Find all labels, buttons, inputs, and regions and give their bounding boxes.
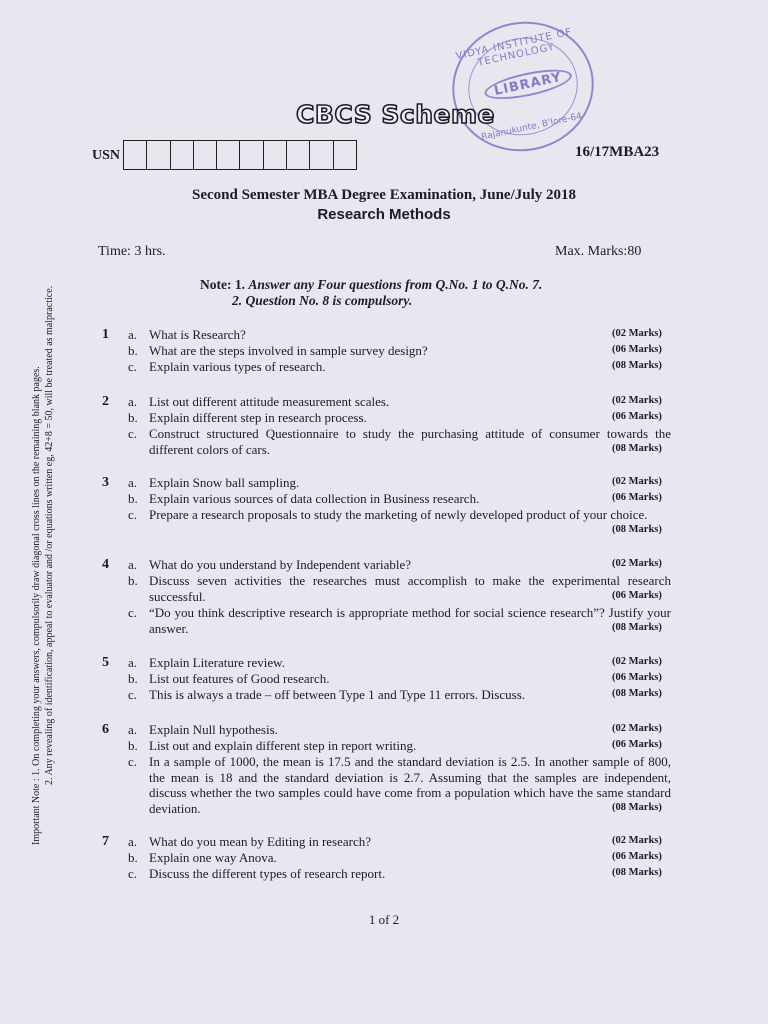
part-text: List out different attitude measurement scales. (149, 394, 390, 409)
library-stamp (440, 9, 606, 165)
usn-box[interactable] (333, 140, 357, 170)
usn-label: USN (92, 148, 121, 163)
part-letter: a. (128, 394, 138, 409)
question-number: 4 (102, 557, 109, 572)
side-note-line-1: Important Note : 1. On completing your answers, compulsorily draw diagonal cross lines on the remaining blank pages. (31, 366, 42, 845)
note-1-text: Answer any Four questions from Q.No. 1 to Q.No. 7. (248, 277, 543, 292)
part-letter: b. (128, 671, 138, 686)
part-letter: b. (128, 850, 138, 865)
question-number: 2 (102, 394, 109, 409)
part-letter: b. (128, 491, 138, 506)
part-text: Discuss the different types of research report. (149, 866, 386, 881)
marks-label: (06 Marks) (612, 739, 662, 750)
stamp-library-text: LIBRARY (482, 64, 574, 105)
scheme-title: CBCS Scheme (296, 100, 496, 129)
part-text: Explain Literature review. (149, 655, 285, 670)
part-letter: c. (128, 426, 138, 441)
part-letter: c. (128, 605, 138, 620)
part-text: List out features of Good research. (149, 671, 330, 686)
part-letter: a. (128, 722, 138, 737)
marks-label: (06 Marks) (612, 344, 662, 355)
part-letter: a. (128, 475, 138, 490)
usn-box[interactable] (123, 140, 147, 170)
note-1 (200, 277, 542, 293)
part-letter: b. (128, 343, 138, 358)
subject-title: Research Methods (317, 206, 451, 223)
usn-boxes (124, 140, 357, 170)
part-text: Construct structured Questionnaire to study the purchasing attitude of consumer towards the different colors of cars. (149, 426, 671, 457)
marks-label: (08 Marks) (612, 621, 662, 633)
part-letter: a. (128, 327, 138, 342)
part-text: Explain various sources of data collection in Business research. (149, 491, 480, 506)
part-text: In a sample of 1000, the mean is 17.5 and the standard deviation is 2.5. In another sample of 800, the mean is 18 and the standard deviation is 2.7. Assuming that the samples are independent, discuss whether the two samples could have come from a population which have the same standard deviation. (149, 754, 671, 816)
marks-label: (02 Marks) (612, 558, 662, 569)
note-1-prefix: Note: 1. (200, 277, 249, 292)
part-letter: b. (128, 573, 138, 588)
part-letter: c. (128, 687, 138, 702)
usn-box[interactable] (309, 140, 333, 170)
marks-label: (08 Marks) (612, 867, 662, 878)
part-text: What do you mean by Editing in research? (149, 834, 372, 849)
stamp-top-text: VIDYA INSTITUTE OF TECHNOLOGY (454, 26, 574, 69)
max-marks-label: Max. Marks:80 (555, 244, 642, 259)
part-text: What are the steps involved in sample survey design? (149, 343, 428, 358)
marks-label: (08 Marks) (612, 442, 662, 454)
usn-box[interactable] (146, 140, 170, 170)
part-text: Discuss seven activities the researches must accomplish to make the experimental research successful. (149, 573, 671, 604)
part-text: What is Research? (149, 327, 246, 342)
part-text: Explain Snow ball sampling. (149, 475, 300, 490)
question-number: 6 (102, 722, 109, 737)
marks-label: (02 Marks) (612, 328, 662, 339)
usn-box[interactable] (239, 140, 263, 170)
part-letter: c. (128, 359, 138, 374)
part-text: Explain various types of research. (149, 359, 326, 374)
marks-label: (06 Marks) (612, 492, 662, 503)
part-text: Explain different step in research process. (149, 410, 367, 425)
marks-label: (02 Marks) (612, 835, 662, 846)
marks-label: (02 Marks) (612, 723, 662, 734)
marks-label: (06 Marks) (612, 589, 662, 601)
part-letter: c. (128, 866, 138, 881)
marks-label: (08 Marks) (612, 523, 662, 535)
usn-box[interactable] (170, 140, 194, 170)
question-number: 3 (102, 475, 109, 490)
marks-label: (06 Marks) (612, 851, 662, 862)
part-text: List out and explain different step in report writing. (149, 738, 417, 753)
part-letter: a. (128, 655, 138, 670)
note-2: 2. Question No. 8 is compulsory. (232, 293, 413, 308)
marks-label: (08 Marks) (612, 801, 662, 813)
marks-label: (02 Marks) (612, 656, 662, 667)
part-letter: b. (128, 738, 138, 753)
part-text: This is always a trade – off between Type 1 and Type 11 errors. Discuss. (149, 687, 526, 702)
question-number: 5 (102, 655, 109, 670)
part-letter: b. (128, 410, 138, 425)
marks-label: (06 Marks) (612, 411, 662, 422)
usn-box[interactable] (263, 140, 287, 170)
part-letter: a. (128, 834, 138, 849)
part-letter: c. (128, 507, 138, 522)
question-number: 1 (102, 327, 109, 342)
exam-title: Second Semester MBA Degree Examination, June/July 2018 (191, 187, 577, 203)
marks-label: (02 Marks) (612, 395, 662, 406)
part-text: Explain Null hypothesis. (149, 722, 278, 737)
part-text: Prepare a research proposals to study the marketing of newly developed product of your choice. (149, 507, 648, 522)
subject-code: 16/17MBA23 (575, 144, 660, 160)
part-letter: c. (128, 754, 138, 769)
marks-label: (02 Marks) (612, 476, 662, 487)
part-text: “Do you think descriptive research is appropriate method for social science research”? Justify your answer. (149, 605, 671, 636)
question-number: 7 (102, 834, 109, 849)
usn-box[interactable] (216, 140, 240, 170)
side-note-line-2: 2. Any revealing of identification, appeal to evaluator and /or equations written eg, 42+8 = 50, will be treated as malpractice. (44, 285, 55, 785)
marks-label: (08 Marks) (612, 360, 662, 371)
side-important-note (30, 286, 56, 845)
usn-box[interactable] (193, 140, 217, 170)
usn-box[interactable] (286, 140, 310, 170)
stamp-bottom-text: Rajanukunte, B'lore-64 (480, 111, 583, 143)
part-text: What do you understand by Independent variable? (149, 557, 412, 572)
marks-label: (08 Marks) (612, 688, 662, 699)
page-number: 1 of 2 (368, 912, 400, 927)
part-letter: a. (128, 557, 138, 572)
time-label: Time: 3 hrs. (98, 244, 166, 259)
marks-label: (06 Marks) (612, 672, 662, 683)
part-text: Explain one way Anova. (149, 850, 277, 865)
